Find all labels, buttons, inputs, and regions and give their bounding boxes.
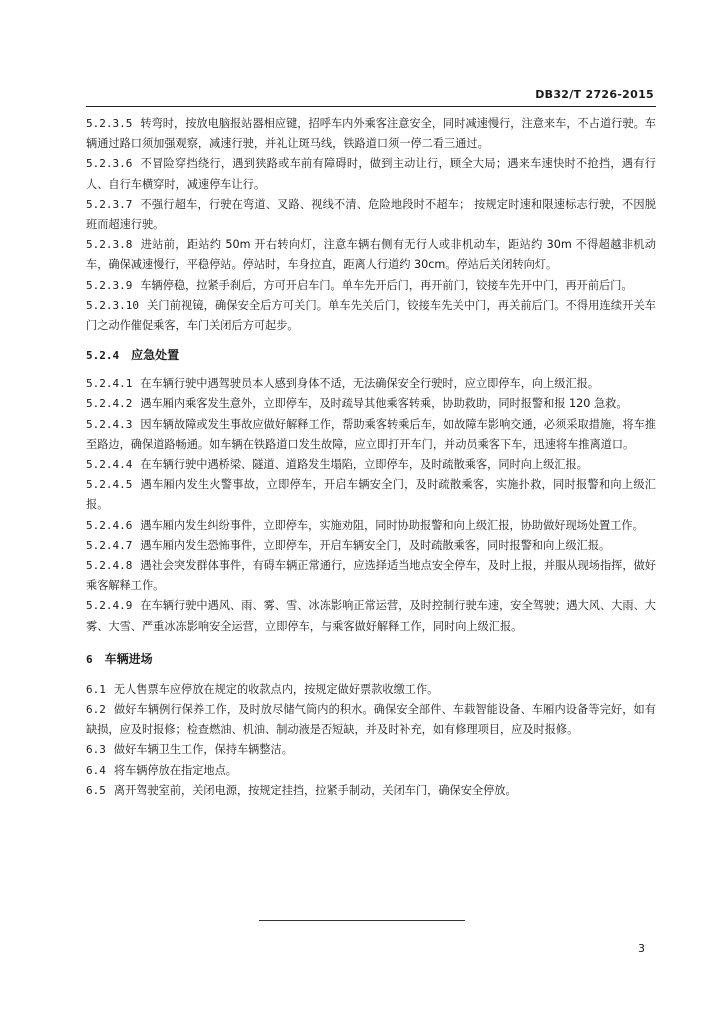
document-body (86, 114, 656, 801)
header-divider (86, 106, 656, 107)
clause-number: 5.2.4.2 (86, 397, 133, 411)
clause-text: 进站前，距站约 50m 开右转向灯，注意车辆右侧有无行人或非机动车，距站约 30m 不得超越非机动车，确保减速慢行，平稳停站。停站时，车身拉直，距离人行道约 30cm。停站后关闭转向灯。 (86, 238, 656, 272)
clause-number: 5.2.4.9 (86, 599, 133, 613)
clause-5-2-4-8 (86, 556, 656, 596)
clause-6-2 (86, 700, 656, 740)
clause-5-2-3-8 (86, 235, 656, 275)
clause-number: 6.5 (86, 783, 106, 797)
clause-6-5 (86, 781, 656, 801)
section-heading-5-2-4 (86, 345, 656, 366)
clause-text: 在车辆行驶中遇风、雨、雾、雪、冰冻影响正常运营，及时控制行驶车速，安全驾驶；遇大风、大雨、大雾、大雪、严重冰冻影响安全运营，立即停车，与乘客做好解释工作，同时向上级汇报。 (86, 599, 656, 633)
clause-text: 遇社会突发群体事件，有碍车辆正常通行，应选择适当地点安全停车，及时上报，并服从现场指挥，做好乘客解释工作。 (86, 559, 656, 593)
clause-number: 6.1 (86, 682, 106, 696)
section-title: 应急处置 (131, 348, 180, 363)
end-of-text-rule (259, 920, 465, 921)
clause-number: 5.2.3.10 (86, 298, 139, 312)
clause-number: 5.2.4.8 (86, 559, 133, 573)
standard-code: DB32/T 2726-2015 (535, 88, 654, 101)
clause-5-2-4-5 (86, 475, 656, 515)
clause-5-2-4-4 (86, 455, 656, 475)
clause-text: 在车辆行驶中遇驾驶员本人感到身体不适，无法确保安全行驶时，应立即停车，向上级汇报。 (140, 377, 600, 391)
clause-text: 离开驾驶室前，关闭电源，按规定挂挡，拉紧手制动，关闭车门，确保安全停放。 (113, 783, 517, 797)
clause-5-2-4-3 (86, 415, 656, 455)
clause-text: 因车辆故障或发生事故应做好解释工作，帮助乘客转乘后车，如故障车影响交通，必须采取措施，将车推至路边，确保道路畅通。如车辆在铁路道口发生故障，应立即打开车门，并动员乘客下车，迅速将车推离道口。 (86, 417, 656, 451)
clause-text: 不冒险穿挡绕行，遇到狭路或车前有障碍时，做到主动让行，顾全大局；遇来车速快时不抢挡，遇有行人、自行车横穿时，减速停车让行。 (86, 157, 656, 191)
clause-5-2-4-1 (86, 374, 656, 394)
clause-6-3 (86, 740, 656, 760)
clause-number: 6.2 (86, 703, 106, 717)
clause-text: 遇车厢内乘客发生意外，立即停车，及时疏导其他乘客转乘，协助救助，同时报警和报 120 急救。 (140, 397, 628, 411)
clause-number: 5.2.4.1 (86, 377, 133, 391)
clause-text: 遇车厢内发生火警事故，立即停车，开启车辆安全门，及时疏散乘客，实施扑救，同时报警和向上级汇报。 (86, 478, 656, 512)
clause-text: 转弯时，按放电脑报站器相应键，招呼车内外乘客注意安全，同时减速慢行，注意来车，不占道行驶。车辆通过路口须加强观察，减速行驶，并礼让斑马线，铁路道口须一停二看三通过。 (86, 117, 656, 151)
clause-text: 遇车厢内发生恐怖事件，立即停车，开启车辆安全门，及时疏散乘客，同时报警和向上级汇报。 (140, 538, 611, 552)
clause-number: 5.2.3.6 (86, 157, 133, 171)
clause-number: 5.2.4.4 (86, 458, 133, 472)
clause-5-2-4-6 (86, 516, 656, 536)
clause-number: 5.2.4.3 (86, 417, 133, 431)
clause-5-2-3-9 (86, 276, 656, 296)
clause-6-4 (86, 761, 656, 781)
clause-text: 不强行超车，行驶在弯道、叉路、视线不清、危险地段时不超车； 按规定时速和限速标志行驶，不因脱班而超速行驶。 (86, 197, 656, 232)
clause-5-2-4-9 (86, 596, 656, 636)
clause-text: 将车辆停放在指定地点。 (113, 763, 237, 777)
clause-number: 5.2.3.8 (86, 238, 133, 252)
clause-number: 6.4 (86, 763, 106, 777)
section-heading-6 (86, 649, 656, 670)
clause-number: 5.2.3.7 (86, 197, 133, 211)
clause-text: 做好车辆例行保养工作，及时放尽储气筒内的积水。确保安全部件、车载智能设备、车厢内设备等完好，如有缺损，应及时报修；检查燃油、机油、制动液是否短缺，并及时补充，如有修理项目，应及时报修。 (86, 703, 656, 737)
section-number: 6 (86, 652, 93, 666)
clause-number: 5.2.3.9 (86, 278, 133, 292)
clause-text: 做好车辆卫生工作，保持车辆整洁。 (113, 743, 293, 757)
clause-6-1 (86, 680, 656, 700)
clause-number: 5.2.4.6 (86, 518, 133, 532)
section-title: 车辆进场 (104, 651, 153, 666)
clause-number: 5.2.4.7 (86, 538, 133, 552)
clause-text: 遇车厢内发生纠纷事件，立即停车，实施劝阻，同时协助报警和向上级汇报，协助做好现场处置工作。 (140, 518, 644, 532)
clause-5-2-3-10 (86, 296, 656, 336)
clause-number: 5.2.3.5 (86, 117, 133, 130)
clause-5-2-3-6 (86, 154, 656, 194)
clause-5-2-4-7 (86, 536, 656, 556)
clause-5-2-4-2 (86, 394, 656, 414)
section-number: 5.2.4 (86, 349, 120, 363)
page-number: 3 (638, 942, 645, 955)
clause-number: 6.3 (86, 743, 106, 757)
clause-5-2-3-5 (86, 114, 656, 154)
clause-5-2-3-7 (86, 195, 656, 235)
clause-text: 关门前视镜，确保安全后方可关门。单车先关后门，铰接车先关中门，再关前后门。不得用连续开关车门之动作催促乘客，车门关闭后方可起步。 (86, 298, 656, 333)
clause-text: 无人售票车应停放在规定的收款点内，按规定做好票款收缴工作。 (113, 682, 439, 696)
clause-text: 在车辆行驶中遇桥梁、隧道、道路发生塌陷，立即停车，及时疏散乘客，同时向上级汇报。 (140, 458, 588, 472)
clause-text: 车辆停稳，拉紧手刹后，方可开启车门。单车先开后门，再开前门，铰接车先开中门，再开前后门。 (140, 278, 633, 292)
clause-number: 5.2.4.5 (86, 478, 133, 492)
